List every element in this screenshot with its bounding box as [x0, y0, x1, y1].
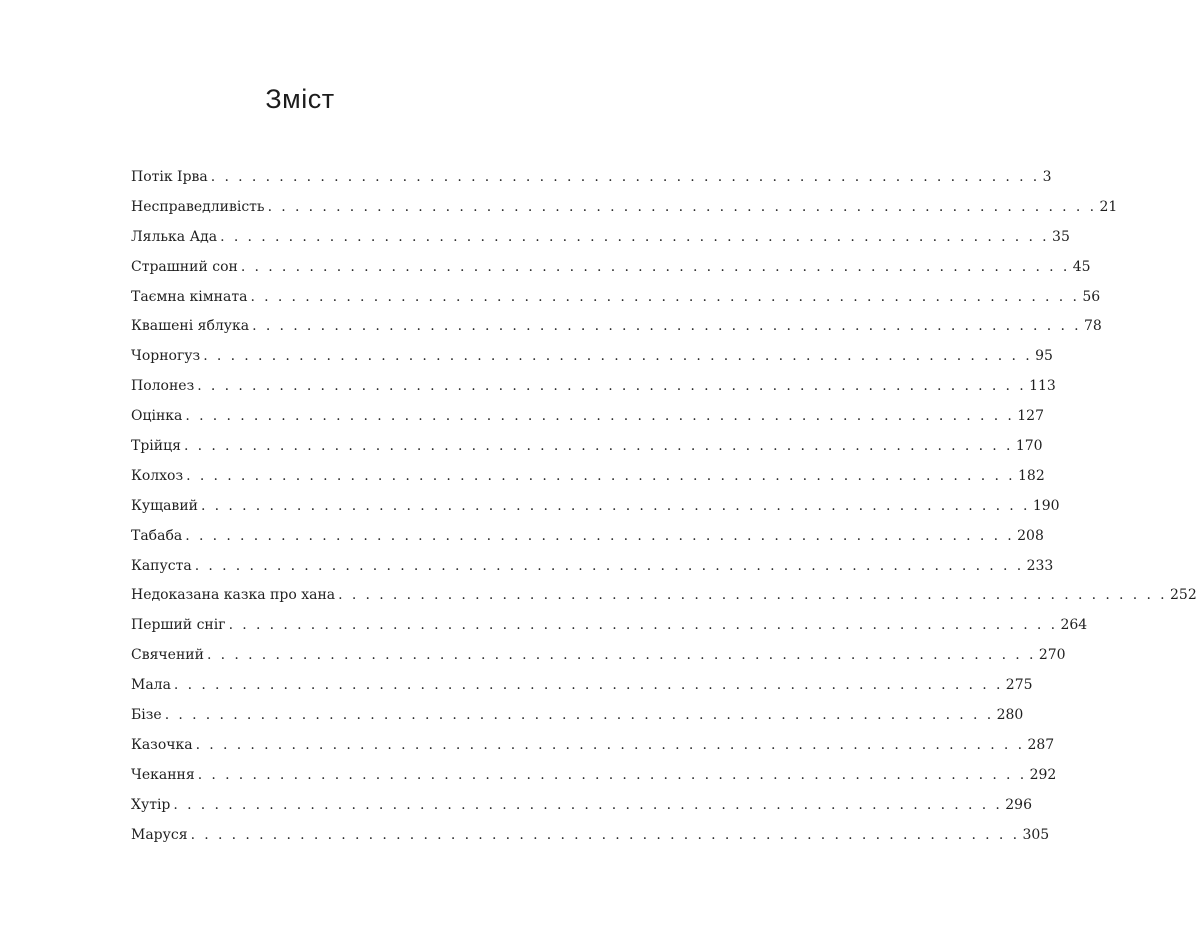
toc-entry [131, 372, 1056, 402]
toc-entry [131, 611, 1088, 641]
toc-entry-title: Мала [131, 677, 171, 694]
toc-entry-page-number: 113 [1029, 378, 1056, 395]
toc-leader-dots: . . . . . . . . . . . . . . . . . . . . . . . . . . . . . . . . . . . . . . . . . . . . . . . . . . . . . . . . . . . . . [164, 707, 994, 724]
toc-entry [131, 253, 1091, 283]
toc-entry [131, 552, 1054, 582]
toc-leader-dots: . . . . . . . . . . . . . . . . . . . . . . . . . . . . . . . . . . . . . . . . . . . . . . . . . . . . . . . . . . . . . [173, 796, 1003, 813]
toc-leader-dots: . . . . . . . . . . . . . . . . . . . . . . . . . . . . . . . . . . . . . . . . . . . . . . . . . . . . . . . . . . . . . [183, 438, 1013, 455]
toc-entry [131, 821, 1050, 851]
toc-entry-page-number: 270 [1038, 647, 1066, 664]
toc-entry-page-number: 287 [1027, 736, 1055, 753]
toc-entry-title: Табаба [131, 527, 183, 544]
toc-entry-page-number: 305 [1022, 826, 1050, 843]
toc-entry [131, 492, 1060, 522]
toc-entry-page-number: 95 [1035, 348, 1053, 365]
toc-leader-dots: . . . . . . . . . . . . . . . . . . . . . . . . . . . . . . . . . . . . . . . . . . . . . . . . . . . . . . . . . . . . . [210, 169, 1040, 185]
toc-leader-dots: . . . . . . . . . . . . . . . . . . . . . . . . . . . . . . . . . . . . . . . . . . . . . . . . . . . . . . . . . . . . . [252, 318, 1081, 335]
toc-entry-title: Перший сніг [131, 617, 226, 634]
toc-entry [131, 462, 1045, 492]
toc-entry [131, 581, 1197, 611]
toc-entry-title: Полонез [131, 378, 195, 395]
toc-leader-dots: . . . . . . . . . . . . . . . . . . . . . . . . . . . . . . . . . . . . . . . . . . . . . . . . . . . . . . . . . . . . . [173, 677, 1003, 694]
toc-entry-title: Оцінка [131, 408, 183, 425]
toc-entry-title: Несправедливість [131, 198, 265, 215]
toc-entry-title: Трійця [131, 438, 181, 455]
page-title: Зміст [265, 84, 335, 114]
toc-entry [131, 402, 1044, 432]
toc-entry-page-number: 21 [1099, 198, 1118, 215]
toc-entry [131, 522, 1044, 552]
toc-leader-dots: . . . . . . . . . . . . . . . . . . . . . . . . . . . . . . . . . . . . . . . . . . . . . . . . . . . . . . . . . . . . . [195, 736, 1025, 753]
toc-entry-page-number: 56 [1082, 288, 1101, 305]
toc-entry-page-number: 296 [1005, 796, 1032, 813]
toc-entry [131, 193, 1118, 223]
toc-entry-title: Хутір [131, 796, 171, 813]
toc-leader-dots: . . . . . . . . . . . . . . . . . . . . . . . . . . . . . . . . . . . . . . . . . . . . . . . . . . . . . . . . . . . . . [197, 766, 1027, 783]
toc-leader-dots: . . . . . . . . . . . . . . . . . . . . . . . . . . . . . . . . . . . . . . . . . . . . . . . . . . . . . . . . . . . . . [203, 348, 1033, 365]
toc-entry-title: Лялька Ада [131, 228, 218, 245]
toc-entry-title: Таємна кімната [131, 288, 248, 305]
toc-entry-page-number: 190 [1032, 497, 1060, 514]
toc-leader-dots: . . . . . . . . . . . . . . . . . . . . . . . . . . . . . . . . . . . . . . . . . . . . . . . . . . . . . . . . . . . . . [197, 378, 1027, 395]
toc-leader-dots: . . . . . . . . . . . . . . . . . . . . . . . . . . . . . . . . . . . . . . . . . . . . . . . . . . . . . . . . . . . . . [240, 258, 1070, 275]
toc-entry-title: Свячений [131, 647, 204, 664]
toc-entry [131, 283, 1101, 313]
toc-entry-page-number: 275 [1005, 677, 1033, 694]
toc-entry-title: Колхоз [131, 467, 184, 484]
toc-leader-dots: . . . . . . . . . . . . . . . . . . . . . . . . . . . . . . . . . . . . . . . . . . . . . . . . . . . . . . . . . . . . . [206, 647, 1036, 664]
toc-entry-title: Бізе [131, 707, 162, 724]
toc-entry-page-number: 264 [1060, 617, 1088, 634]
toc-entry [131, 701, 1024, 731]
toc-entry [131, 432, 1043, 462]
toc-entry-page-number: 280 [996, 707, 1024, 724]
toc-entry-page-number: 35 [1052, 228, 1070, 245]
toc-entry-page-number: 292 [1029, 766, 1057, 783]
toc-entry-title: Чорногуз [131, 348, 201, 365]
toc-entry-page-number: 208 [1017, 527, 1044, 544]
toc-leader-dots: . . . . . . . . . . . . . . . . . . . . . . . . . . . . . . . . . . . . . . . . . . . . . . . . . . . . . . . . . . . . . [190, 826, 1020, 843]
toc-entry-page-number: 127 [1017, 408, 1044, 425]
toc-entry [131, 342, 1053, 372]
toc-entry-page-number: 170 [1015, 438, 1043, 455]
toc-entry-page-number: 182 [1018, 467, 1045, 484]
toc-entry [131, 731, 1055, 761]
toc-entry-title: Чекання [131, 766, 195, 783]
toc-leader-dots: . . . . . . . . . . . . . . . . . . . . . . . . . . . . . . . . . . . . . . . . . . . . . . . . . . . . . . . . . . . . . [200, 497, 1030, 514]
toc-leader-dots: . . . . . . . . . . . . . . . . . . . . . . . . . . . . . . . . . . . . . . . . . . . . . . . . . . . . . . . . . . . . . [267, 198, 1097, 215]
toc-entry-title: Маруся [131, 826, 188, 843]
toc-entry-title: Недоказана казка про хана [131, 587, 336, 604]
toc-entry [131, 312, 1102, 342]
toc-entry [131, 791, 1032, 821]
toc-entry-title: Капуста [131, 557, 192, 574]
toc-entry-page-number: 233 [1026, 557, 1054, 574]
toc-entry [131, 641, 1066, 671]
toc-leader-dots: . . . . . . . . . . . . . . . . . . . . . . . . . . . . . . . . . . . . . . . . . . . . . . . . . . . . . . . . . . . . . [185, 527, 1015, 544]
toc-entry-title: Страшний сон [131, 258, 238, 275]
toc-leader-dots: . . . . . . . . . . . . . . . . . . . . . . . . . . . . . . . . . . . . . . . . . . . . . . . . . . . . . . . . . . . . . [185, 408, 1015, 425]
toc-entry-page-number: 45 [1072, 258, 1091, 275]
toc-entry-title: Кущавий [131, 497, 198, 514]
toc-entry-title: Квашені яблука [131, 318, 250, 335]
toc-entry [131, 163, 1052, 193]
toc-entry-title: Казочка [131, 736, 193, 753]
toc-leader-dots: . . . . . . . . . . . . . . . . . . . . . . . . . . . . . . . . . . . . . . . . . . . . . . . . . . . . . . . . . . . . . [194, 557, 1024, 574]
toc-entry-page-number: 252 [1170, 587, 1197, 604]
toc-entry-page-number: 78 [1084, 318, 1102, 335]
toc-entry-page-number: 3 [1042, 169, 1052, 185]
toc-entry [131, 761, 1057, 791]
toc-leader-dots: . . . . . . . . . . . . . . . . . . . . . . . . . . . . . . . . . . . . . . . . . . . . . . . . . . . . . . . . . . . . . [228, 617, 1058, 634]
table-of-contents [131, 163, 1197, 850]
toc-leader-dots: . . . . . . . . . . . . . . . . . . . . . . . . . . . . . . . . . . . . . . . . . . . . . . . . . . . . . . . . . . . . . [250, 288, 1080, 305]
toc-leader-dots: . . . . . . . . . . . . . . . . . . . . . . . . . . . . . . . . . . . . . . . . . . . . . . . . . . . . . . . . . . . . . [186, 467, 1015, 484]
toc-entry [131, 671, 1033, 701]
toc-entry-title: Потік Ірва [131, 169, 208, 185]
toc-entry [131, 223, 1070, 253]
toc-leader-dots: . . . . . . . . . . . . . . . . . . . . . . . . . . . . . . . . . . . . . . . . . . . . . . . . . . . . . . . . . . . . . [220, 228, 1050, 245]
toc-leader-dots: . . . . . . . . . . . . . . . . . . . . . . . . . . . . . . . . . . . . . . . . . . . . . . . . . . . . . . . . . . . . . [338, 587, 1167, 604]
